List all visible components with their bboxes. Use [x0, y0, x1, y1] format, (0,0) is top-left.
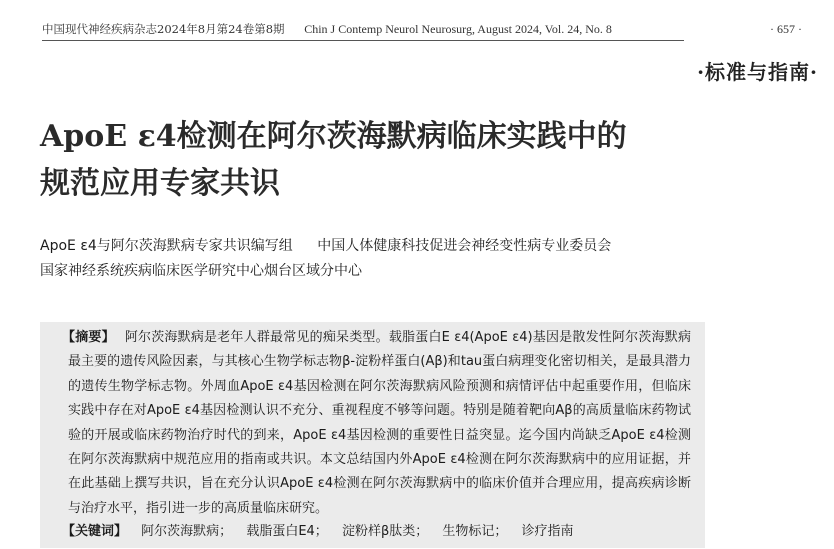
- author-affiliations: [40, 234, 820, 284]
- author-group-3: 国家神经系统疾病临床医学研究中心烟台区域分中心: [40, 263, 362, 279]
- abstract-label: 【摘要】: [62, 330, 115, 345]
- column-tag: ·标准与指南·: [697, 60, 818, 84]
- keyword-item: 载脂蛋白E4；: [246, 524, 328, 540]
- abstract-paragraph: [62, 326, 691, 521]
- title-line-1: ApoE ε4检测在阿尔茨海默病临床实践中的: [40, 119, 627, 154]
- author-group-1: ApoE ε4与阿尔茨海默病专家共识编写组: [40, 238, 293, 254]
- author-group-2: 中国人体健康科技促进会神经变性病专业委员会: [317, 238, 612, 254]
- article-title: [40, 113, 740, 207]
- journal-chinese-citation: 中国现代神经疾病杂志2024年8月第24卷第8期: [42, 22, 285, 36]
- keyword-item: 阿尔茨海默病；: [141, 524, 233, 540]
- title-line-2: 规范应用专家共识: [40, 166, 280, 201]
- abstract-text: 阿尔茨海默病是老年人群最常见的痴呆类型。载脂蛋白E ε4(ApoE ε4)基因是散发性阿尔茨海默病最主要的遗传风险因素，与其核心生物学标志物β-淀粉样蛋白(Aβ)和tau蛋白病理变化密切相关，是最具潜力的遗传生物学标志物。外周血ApoE ε4基因检测在阿尔茨海默病风险预测和病情评估中起重要作用，但临床实践中存在对ApoE ε4基因检测认识不充分、重视程度不够等问题。特别是随着靶向Aβ的高质量临床药物试验的开展或临床药物治疗时代的到来，ApoE ε4基因检测的重要性日益突显。迄今国内尚缺乏ApoE ε4检测在阿尔茨海默病中规范应用的指南或共识。本文总结国内外ApoE ε4检测在阿尔茨海默病中的应用证据，并在此基础上撰写共识，旨在充分认识ApoE ε4检测在阿尔茨海默病中的临床价值并合理应用，提高疾病诊断与治疗水平，指引进一步的高质量临床研究。: [68, 330, 691, 516]
- abstract-box: [40, 322, 705, 548]
- journal-english-citation: Chin J Contemp Neurol Neurosurg, August 2024, Vol. 24, No. 8: [304, 22, 612, 36]
- keyword-item: 淀粉样β肽类；: [341, 524, 429, 540]
- running-head: [42, 21, 684, 41]
- keyword-item: 生物标记；: [442, 524, 508, 540]
- keywords-label: 【关键词】: [62, 524, 128, 540]
- keyword-item: 诊疗指南: [521, 524, 574, 540]
- page-number: · 657 ·: [770, 22, 802, 36]
- keywords-line: [62, 521, 691, 543]
